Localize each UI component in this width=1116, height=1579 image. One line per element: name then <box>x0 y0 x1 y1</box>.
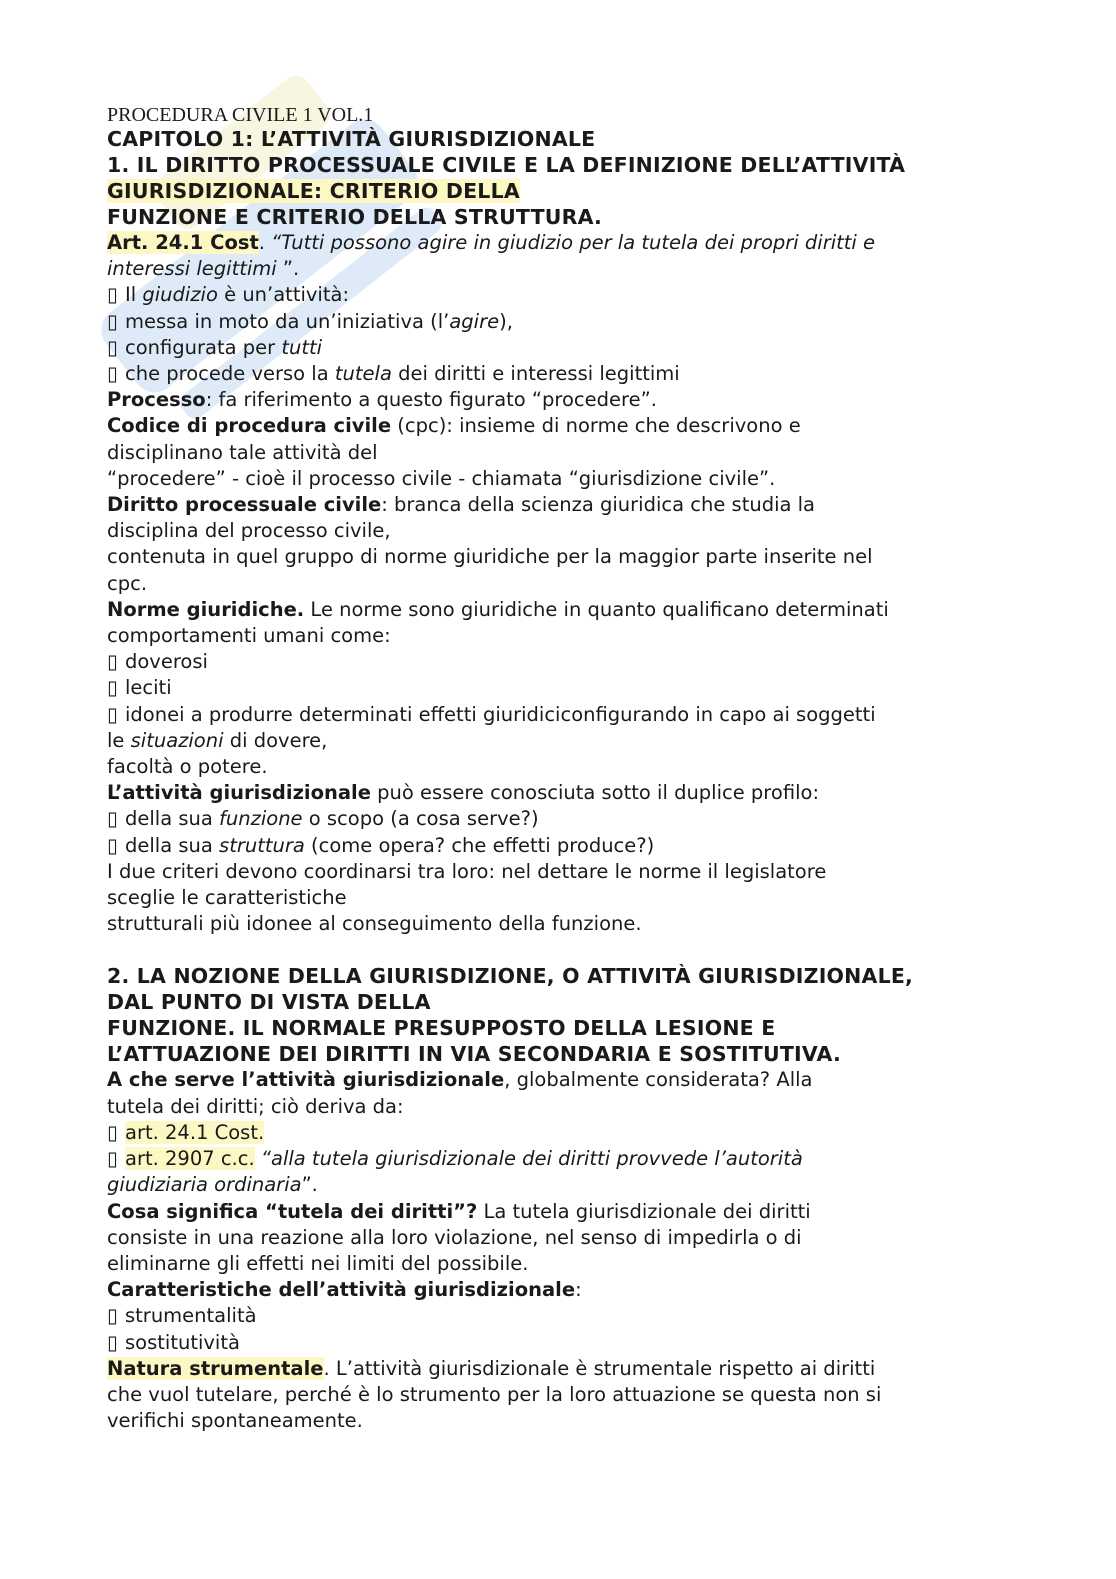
q1-paragraph: A che serve l’attività giurisdizionale, globalmente considerata? Alla tutela dei diritti; ciò deriva da: <box>107 1068 813 1118</box>
bullet-icon: ▯ <box>107 1147 118 1171</box>
bullet-icon: ▯ <box>107 362 118 386</box>
list-item: ▯ della sua funzione o scopo (a cosa serve?) <box>107 806 1027 832</box>
bullet-icon: ▯ <box>107 650 118 674</box>
list-item: ▯ strumentalità <box>107 1303 1027 1329</box>
cpc-definition: Codice di procedura civile (cpc): insieme di norme che descrivono e disciplinano tale attività del “procedere” - cioè il processo civile - chiamata “giurisdizione civile”. <box>107 414 801 490</box>
list-item: ▯ art. 24.1 Cost. <box>107 1120 1027 1146</box>
bullet-icon: ▯ <box>107 309 118 333</box>
list-item: ▯ della sua struttura (come opera? che effetti produce?) <box>107 833 1027 859</box>
bullet-icon: ▯ <box>107 833 118 857</box>
dpc-definition: Diritto processuale civile: branca della scienza giuridica che studia la disciplina del processo civile, contenuta in quel gruppo di norme giuridiche per la maggior parte inserite nel cpc. <box>107 493 873 595</box>
list-item: ▯ idonei a produrre determinati effetti giuridiciconfigurando in capo ai soggetti le situazioni di dovere, facoltà o potere. <box>107 702 876 779</box>
list-item: ▯ che procede verso la tutela dei diritti e interessi legittimi <box>107 361 1027 387</box>
list-item: ▯ messa in moto da un’iniziativa (l’agire), <box>107 309 1027 335</box>
bullet-icon: ▯ <box>107 676 118 700</box>
natura-paragraph: Natura strumentale. L’attività giurisdizionale è strumentale rispetto ai diritti che vuol tutelare, perché è lo strumento per la loro attuazione se questa non si verifichi spontaneamente. <box>107 1356 882 1433</box>
bullet-icon: ▯ <box>107 807 118 831</box>
doc-title: PROCEDURA CIVILE 1 VOL.1 <box>107 104 374 126</box>
list-item: ▯ sostitutività <box>107 1330 1027 1356</box>
bullet-icon: ▯ <box>107 1330 118 1354</box>
list-item: ▯ doverosi <box>107 649 1027 675</box>
bullet-icon: ▯ <box>107 335 118 359</box>
document-page <box>107 104 1027 1434</box>
norme-definition: Norme giuridiche. Le norme sono giuridiche in quanto qualificano determinati comportamenti umani come: <box>107 597 889 648</box>
chapter-heading: CAPITOLO 1: L’ATTIVITÀ GIURISDIZIONALE <box>107 127 596 151</box>
list-item: ▯ configurata per tutti <box>107 335 1027 361</box>
section-spacer <box>107 937 1027 963</box>
processo-definition: Processo: fa riferimento a questo figurato “procedere”. <box>107 388 657 412</box>
caratteristiche-heading: Caratteristiche dell’attività giurisdizionale: <box>107 1278 582 1302</box>
q2-paragraph: Cosa significa “tutela dei diritti”? La tutela giurisdizionale dei diritti consiste in una reazione alla loro violazione, nel senso di impedirla o di eliminarne gli effetti nei limiti del possibile. <box>107 1199 811 1275</box>
list-item: ▯ art. 2907 c.c. “alla tutela giurisdizionale dei diritti provvede l’autorità giudiziaria ordinaria”. <box>107 1147 803 1197</box>
section2-heading: 2. LA NOZIONE DELLA GIURISDIZIONE, O ATTIVITÀ GIURISDIZIONALE, DAL PUNTO DI VISTA DELLA FUNZIONE. IL NORMALE PRESUPPOSTO DELLA LESIONE E L’ATTUAZIONE DEI DIRITTI IN VIA SECONDARIA E SOSTITUTIVA. <box>107 964 914 1067</box>
attivita-definition: L’attività giurisdizionale può essere conosciuta sotto il duplice profilo: <box>107 781 820 805</box>
criteri-paragraph: I due criteri devono coordinarsi tra loro: nel dettare le norme il legislatore sceglie le caratteristiche strutturali più idonee al conseguimento della funzione. <box>107 859 827 936</box>
section1-heading: 1. IL DIRITTO PROCESSUALE CIVILE E LA DEFINIZIONE DELL’ATTIVITÀ GIURISDIZIONALE: CRITERIO DELLA FUNZIONE E CRITERIO DELLA STRUTTURA. <box>107 153 906 229</box>
bullet-icon: ▯ <box>107 283 118 307</box>
bullet-icon: ▯ <box>107 1304 118 1328</box>
bullet-icon: ▯ <box>107 1120 118 1144</box>
bullet-icon: ▯ <box>107 702 118 726</box>
art-24-quote: Art. 24.1 Cost. “Tutti possono agire in giudizio per la tutela dei propri diritti e interessi legittimi ”. <box>107 231 876 281</box>
list-item: ▯ leciti <box>107 675 1027 701</box>
giudizio-line: ▯ Il giudizio è un’attività: <box>107 282 1027 308</box>
